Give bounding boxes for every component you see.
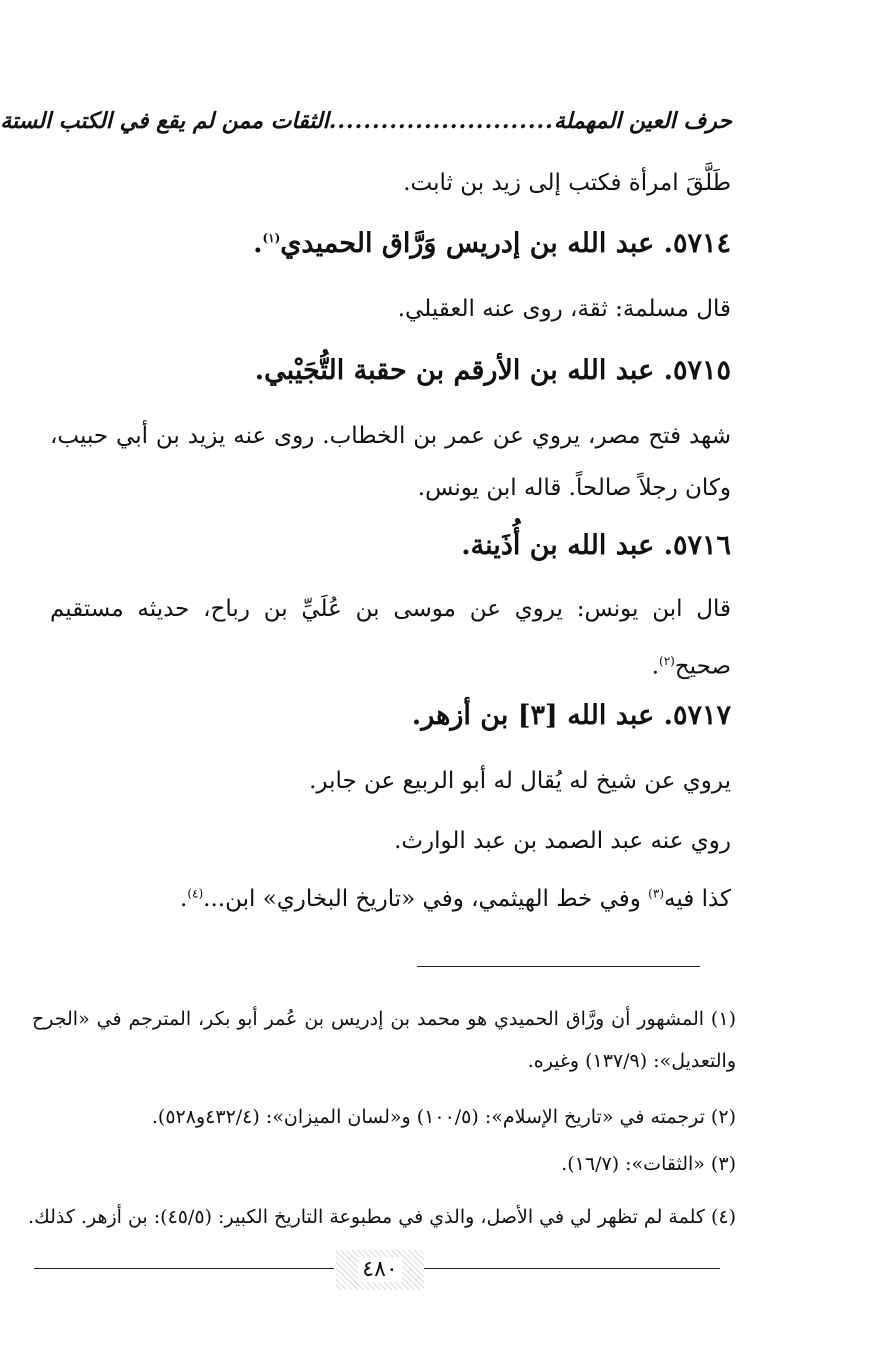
footnote-marker: (٣) — [648, 886, 664, 901]
entry-text-5716 — [50, 583, 731, 693]
entry-line-5717-2: روي عنه عبد الصمد بن عبد الوارث. — [394, 828, 731, 854]
entry-line-5717-3 — [180, 886, 731, 912]
entry-text-5715: شهد فتح مصر، يروي عن عمر بن الخطاب. روى عنه يزيد بن أبي حبيب، وكان رجلاً صالحاً. قاله ابن يونس. — [50, 423, 731, 501]
entry-heading-5716: ٥٧١٦. عبد الله بن أُذَينة. — [461, 530, 731, 561]
entry-heading-end: . — [253, 228, 263, 259]
entry-text-end: . — [651, 653, 659, 680]
running-header — [0, 108, 732, 134]
line-text-b: وفي خط الهيثمي، وفي «تاريخ البخاري» ابن... — [203, 886, 649, 912]
entry-text-5714: قال مسلمة: ثقة، روى عنه العقيلي. — [397, 296, 731, 322]
footnote-2: (٢) ترجمته في «تاريخ الإسلام»: (١٠٠/٥) و«لسان الميزان»: (٤٣٢/٤و٥٢٨). — [151, 1106, 736, 1128]
page-number-text: ٤٨٠ — [358, 1257, 401, 1282]
line-text-end: . — [180, 886, 188, 912]
header-chapter: حرف العين المهملة — [553, 108, 732, 134]
intro-line: طَلَّقَ امرأة فكتب إلى زيد بن ثابت. — [403, 170, 731, 196]
footer-rule-left — [34, 1268, 334, 1269]
entry-heading-5715: ٥٧١٥. عبد الله بن الأرقم بن حقبة التُّجَيْبي. — [254, 355, 731, 386]
footnote-3: (٣) «الثقات»: (١٦/٧). — [561, 1153, 736, 1175]
footnote-4: (٤) كلمة لم تظهر لي في الأصل، والذي في مطبوعة التاريخ الكبير: (٤٥/٥): بن أزهر. كذلك. — [28, 1206, 736, 1228]
line-text-a: كذا فيه — [664, 886, 731, 912]
footnote-marker: (١) — [262, 231, 281, 245]
entry-heading-5717: ٥٧١٧. عبد الله [٣] بن أزهر. — [411, 700, 731, 731]
entry-heading-text: ٥٧١٤. عبد الله بن إدريس وَرَّاق الحميدي — [280, 228, 731, 259]
footer-rule-right — [424, 1268, 720, 1269]
footnote-marker: (٤) — [187, 886, 204, 901]
footnote-separator — [417, 966, 700, 967]
footnote-1: (١) المشهور أن ورَّاق الحميدي هو محمد بن إدريس بن عُمر أبو بكر، المترجم في «الجرح والتعديل»: (١٣٧/٩) وغيره. — [32, 1008, 736, 1072]
entry-heading-5714 — [253, 228, 731, 259]
header-leader-dots: .......................... — [328, 108, 554, 134]
entry-line-5717-1: يروي عن شيخ له يُقال له أبو الربيع عن جابر. — [309, 768, 731, 794]
page-number — [336, 1250, 424, 1290]
footnote-marker: (٢) — [659, 654, 675, 668]
entry-text-body: قال ابن يونس: يروي عن موسى بن عُلَيِّ بن رباح، حديثه مستقيم صحيح — [50, 596, 731, 680]
header-book-title: الثقات ممن لم يقع في الكتب الستة — [0, 108, 329, 134]
